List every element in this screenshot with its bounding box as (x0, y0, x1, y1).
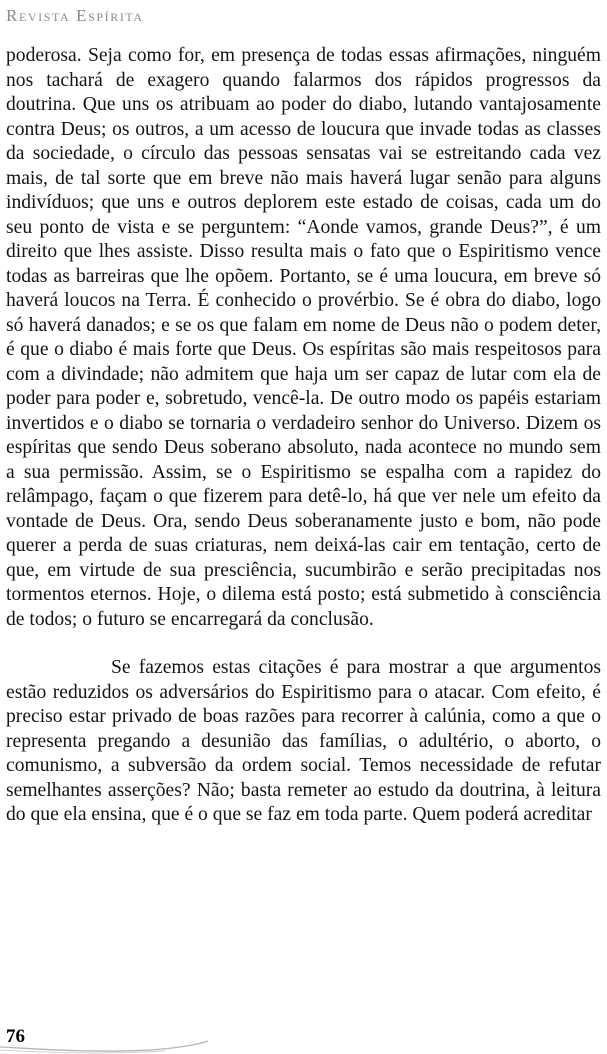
page-number: 76 (6, 1026, 25, 1047)
paragraph-2: Se fazemos estas citações é para mostrar a que argumentos estão reduzidos os adversários do Espiritismo para o atacar. Com efeito, é preciso estar privado de boas razões para recorrer à calúnia, como a que o representa pregando a desunião das famílias, o adultério, o aborto, o comunismo, a subversão da ordem social. Temos necessidade de refutar semelhantes asserções? Não; basta remeter ao estudo da doutrina, à leitura do que ela ensina, que é o que se faz em toda parte. Quem poderá acreditar (6, 657, 601, 825)
footer-swash-ornament (0, 1020, 210, 1054)
body-text (6, 44, 601, 828)
paragraph-1: poderosa. Seja como for, em presença de todas essas afirmações, ninguém nos tachará de exagero quando falarmos dos rápidos progressos da doutrina. Que uns os atribuam ao poder do diabo, lutando vantajosamente contra Deus; os outros, a um acesso de loucura que invade todas as classes da sociedade, o círculo das pessoas sensatas vai se estreitando cada vez mais, de tal sorte que em breve não mais haverá lugar senão para alguns indivíduos; que uns e outros deplorem este estado de coisas, cada um do seu ponto de vista e se perguntem: “Aonde vamos, grande Deus?”, é um direito que lhes assiste. Disso resulta mais o fato que o Espiritismo vence todas as barreiras que lhe opõem. Portanto, se é uma loucura, em breve só haverá loucos na Terra. É conhecido o provérbio. Se é obra do diabo, logo só haverá danados; e se os que falam em nome de Deus não o podem deter, é que o diabo é mais forte que Deus. Os espíritas são mais respeitosos para com a divindade; não admitem que haja um ser capaz de lutar com ela de poder para poder e, sobretudo, vencê-la. De outro modo os papéis estariam invertidos e o diabo se tornaria o verdadeiro senhor do Universo. Dizem os espíritas que sendo Deus soberano absoluto, nada acontece no mundo sem a sua permissão. Assim, se o Espiritismo se espalha com a rapidez do relâmpago, façam o que fizerem para detê-lo, há que ver nele um efeito da vontade de Deus. Ora, sendo Deus soberanamente justo e bom, não pode querer a perda de suas criaturas, nem deixá-las cair em tentação, certo de que, em virtude de sua presciência, sucumbirão e serão precipitadas nos tormentos eternos. Hoje, o dilema está posto; está submetido à consciência de todos; o futuro se encarregará da conclusão. (6, 45, 601, 630)
running-head: Revista Espírita (6, 6, 144, 25)
